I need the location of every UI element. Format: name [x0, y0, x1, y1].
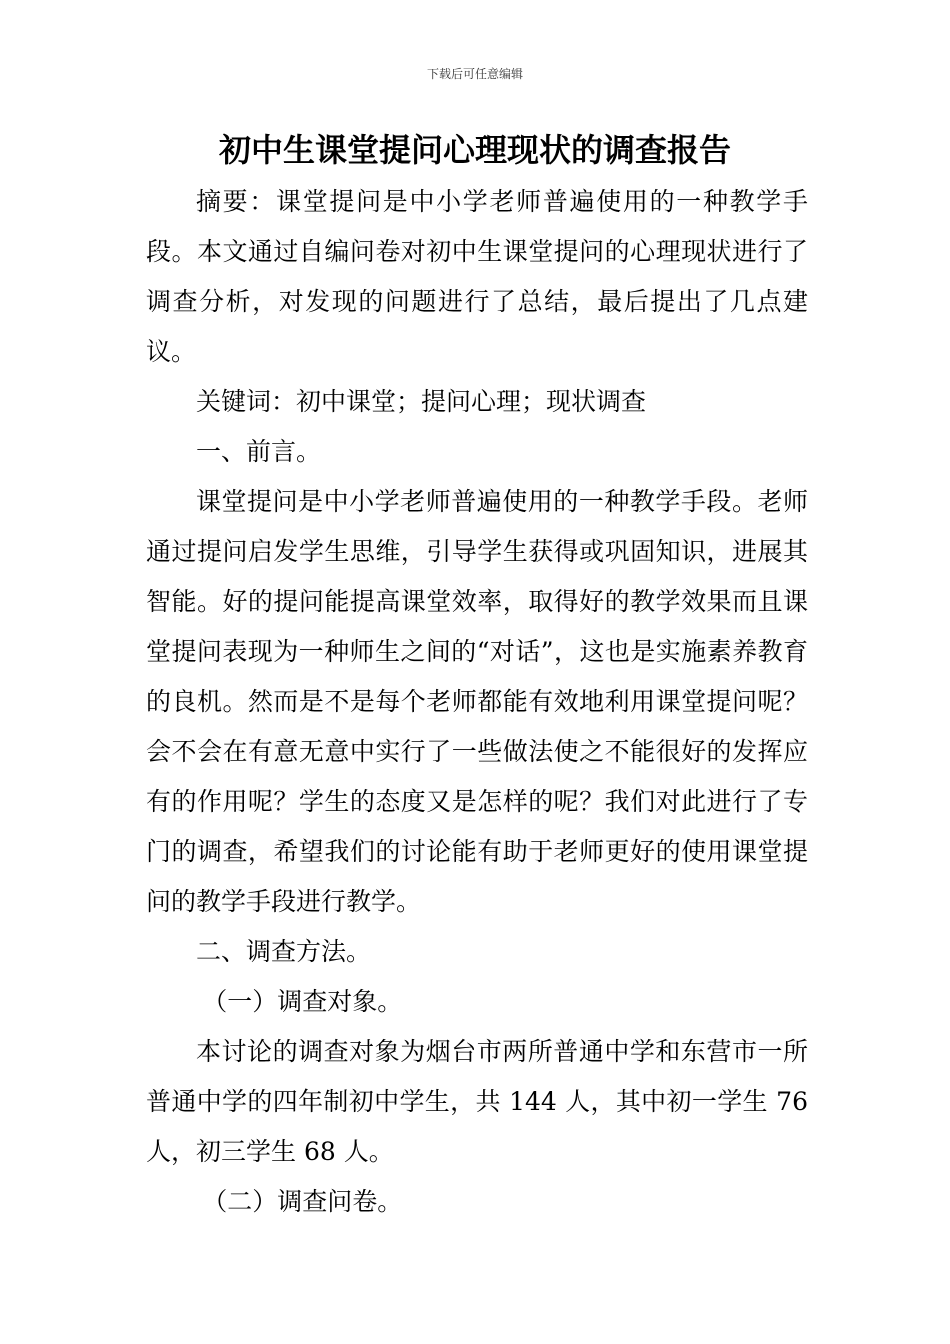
document-title: 初中生课堂提问心理现状的调查报告 — [218, 131, 731, 169]
keywords-line: 关键词：初中课堂；提问心理；现状调查 — [196, 387, 647, 416]
document-body — [146, 177, 808, 1227]
subsection-heading-subjects: （一）调查对象。 — [202, 987, 403, 1016]
subjects-paragraph: 本讨论的调查对象为烟台市两所普通中学和东营市一所普通中学的四年制初中学生，共 144 人，其中初一学生 76 人，初三学生 68 人。 — [146, 1037, 808, 1166]
section-heading-preface: 一、前言。 — [196, 437, 322, 466]
subsection-heading-questionnaire: （二）调查问卷。 — [202, 1187, 403, 1216]
header-note: 下载后可任意编辑 — [426, 67, 523, 81]
preface-paragraph: 课堂提问是中小学老师普遍使用的一种教学手段。老师通过提问启发学生思维，引导学生获得或巩固知识，进展其智能。好的提问能提高课堂效率，取得好的教学效果而且课堂提问表现为一种师生之间的“对话”，这也是实施素养教育的良机。然而是不是每个老师都能有效地利用课堂提问呢？会不会在有意无意中实行了一些做法使之不能很好的发挥应有的作用呢？学生的态度又是怎样的呢？我们对此进行了专门的调查，希望我们的讨论能有助于老师更好的使用课堂提问的教学手段进行教学。 — [146, 487, 808, 916]
section-heading-method: 二、调查方法。 — [196, 937, 372, 966]
abstract-paragraph: 摘要：课堂提问是中小学老师普遍使用的一种教学手段。本文通过自编问卷对初中生课堂提问的心理现状进行了调查分析，对发现的问题进行了总结，最后提出了几点建议。 — [146, 187, 808, 366]
